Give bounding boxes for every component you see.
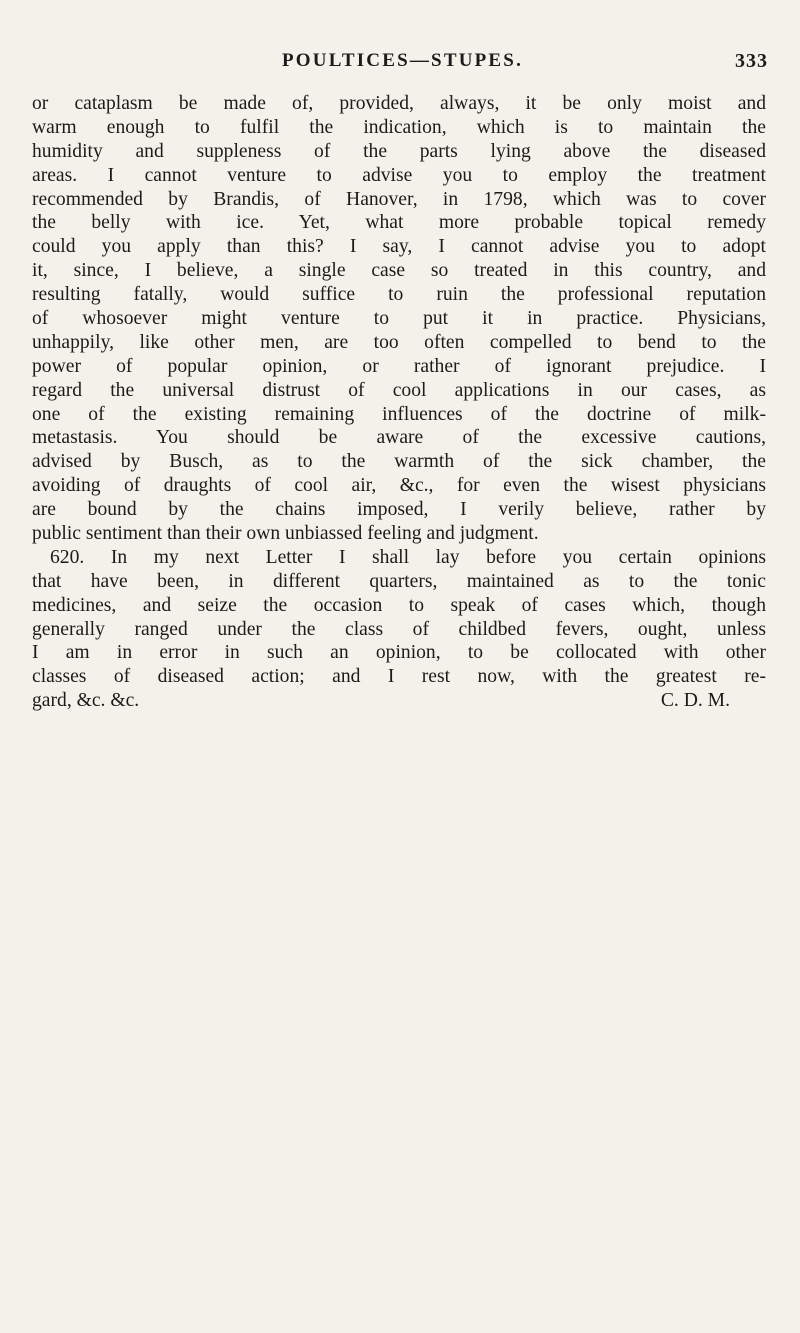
text-line: regard the universal distrust of cool applications in our cases, as — [32, 379, 766, 401]
text-line: it, since, I believe, a single case so treated in this country, and — [32, 260, 766, 282]
paragraph-620-start: 620. In my next Letter I shall lay before you certain opinions — [50, 546, 766, 568]
text-line: power of popular opinion, or rather of ignorant prejudice. I — [32, 355, 766, 377]
text-line: medicines, and seize the occasion to speak of cases which, though — [32, 594, 766, 616]
signature: C. D. M. — [660, 690, 730, 712]
closing-text: gard, &c. &c. — [32, 690, 140, 712]
text-line: areas. I cannot venture to advise you to employ the treatment — [32, 164, 766, 186]
closing-line — [32, 689, 766, 713]
running-title: POULTICES—STUPES. — [282, 50, 524, 71]
text-line: generally ranged under the class of childbed fevers, ought, unless — [32, 618, 766, 640]
text-line: of whosoever might venture to put it in practice. Physicians, — [32, 308, 766, 330]
text-line: advised by Busch, as to the warmth of the sick chamber, the — [32, 451, 766, 473]
text-line: recommended by Brandis, of Hanover, in 1798, which was to cover — [32, 188, 766, 210]
text-line: warm enough to fulfil the indication, which is to maintain the — [32, 116, 766, 138]
text-line: I am in error in such an opinion, to be collocated with other — [32, 642, 766, 664]
text-line: unhappily, like other men, are too often compelled to bend to the — [32, 331, 766, 353]
text-line: public sentiment than their own unbiassed feeling and judgment. — [32, 523, 539, 545]
text-line: metastasis. You should be aware of the excessive cautions, — [32, 427, 766, 449]
text-line: could you apply than this? I say, I cannot advise you to adopt — [32, 236, 766, 258]
text-line: humidity and suppleness of the parts lying above the diseased — [32, 140, 766, 162]
page-number: 333 — [735, 50, 768, 72]
running-head — [0, 50, 800, 80]
text-line: resulting fatally, would suffice to ruin the professional reputation — [32, 284, 766, 306]
text-line: classes of diseased action; and I rest now, with the greatest re- — [32, 666, 766, 688]
text-line: the belly with ice. Yet, what more probable topical remedy — [32, 212, 766, 234]
text-line: avoiding of draughts of cool air, &c., for even the wisest physicians — [32, 475, 766, 497]
text-line: one of the existing remaining influences of the doctrine of milk- — [32, 403, 766, 425]
text-line: are bound by the chains imposed, I verily believe, rather by — [32, 499, 766, 521]
text-line: that have been, in different quarters, maintained as to the tonic — [32, 570, 766, 592]
text-line: or cataplasm be made of, provided, always, it be only moist and — [32, 93, 766, 114]
body-text — [32, 92, 766, 713]
